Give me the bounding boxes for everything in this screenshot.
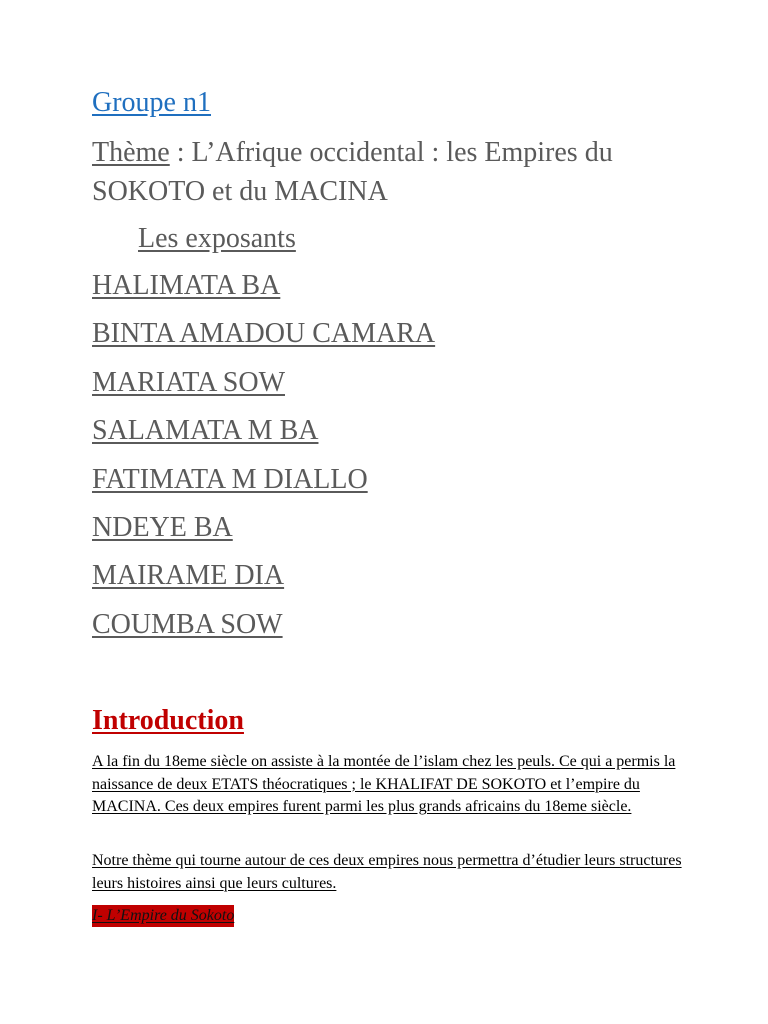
introduction-paragraph-2: Notre thème qui tourne autour de ces deux empires nous permettra d’étudier leurs structures leurs histoires ainsi que leurs cultures. — [92, 852, 682, 892]
section-heading: I- L’Empire du Sokoto — [92, 905, 234, 927]
member-name: MARIATA SOW — [92, 366, 285, 398]
member-name: HALIMATA BA — [92, 270, 281, 301]
exposants-title: Les exposants — [138, 223, 296, 254]
member-name: SALAMATA M BA — [92, 415, 319, 447]
introduction-paragraph-1: A la fin du 18eme siècle on assiste à la montée de l’islam chez les peuls. Ce qui a permis la naissance de deux ETATS théocratiques ; le KHALIFAT DE SOKOTO et l’empire du MACINA. Ces deux empires furent parmi les plus grands africains du 18eme siècle. — [92, 753, 676, 815]
group-title: Groupe n1 — [92, 87, 211, 118]
member-name: FATIMATA M DIALLO — [92, 463, 368, 495]
member-name: COUMBA SOW — [92, 608, 283, 640]
member-name: MAIRAME DIA — [92, 560, 285, 592]
theme-text: : L’Afrique occidental : les Empires du SOKOTO et du MACINA — [92, 137, 613, 207]
introduction-heading: Introduction — [92, 705, 244, 736]
theme-label: Thème — [92, 137, 170, 168]
member-name: BINTA AMADOU CAMARA — [92, 318, 436, 350]
member-name: NDEYE BA — [92, 511, 233, 543]
theme-line — [92, 133, 692, 211]
members-list — [92, 268, 435, 655]
